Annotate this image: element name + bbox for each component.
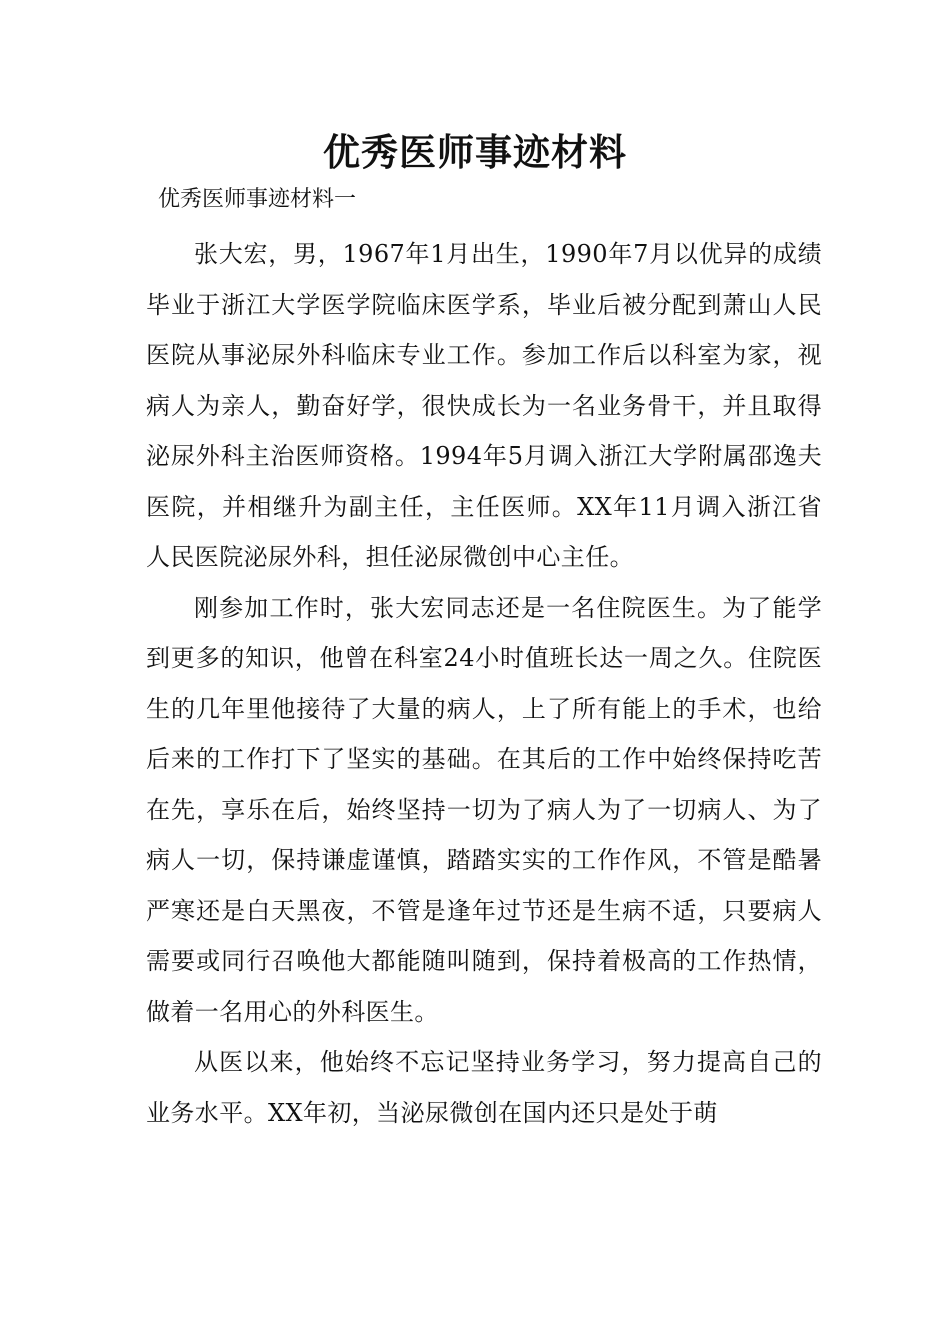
paragraph-2: 刚参加工作时，张大宏同志还是一名住院医生。为了能学到更多的知识，他曾在科室24小时值班长达一周之久。住院医生的几年里他接待了大量的病人，上了所有能上的手术，也给后来的工作打下了坚实的基础。在其后的工作中始终保持吃苦在先，享乐在后，始终坚持一切为了病人为了一切病人、为了病人一切，保持谦虚谨慎，踏踏实实的工作作风，不管是酷暑严寒还是白天黑夜，不管是逢年过节还是生病不适，只要病人需要或同行召唤他大都能随叫随到，保持着极高的工作热情，做着一名用心的外科医生。 bbox=[146, 593, 822, 1026]
paragraph-1: 张大宏，男，1967年1月出生，1990年7月以优异的成绩毕业于浙江大学医学院临床医学系，毕业后被分配到萧山人民医院从事泌尿外科临床专业工作。参加工作后以科室为家，视病人为亲人，勤奋好学，很快成长为一名业务骨干，并且取得泌尿外科主治医师资格。1994年5月调入浙江大学附属邵逸夫医院，并相继升为副主任，主任医师。XX年11月调入浙江省人民医院泌尿外科，担任泌尿微创中心主任。 bbox=[146, 240, 822, 571]
document-subtitle: 优秀医师事迹材料一 bbox=[158, 187, 357, 212]
paragraph-3: 从医以来，他始终不忘记坚持业务学习，努力提高自己的业务水平。XX年初，当泌尿微创在国内还只是处于萌 bbox=[146, 1048, 822, 1127]
document-title: 优秀医师事迹材料 bbox=[323, 130, 627, 174]
document-body bbox=[146, 229, 822, 1138]
